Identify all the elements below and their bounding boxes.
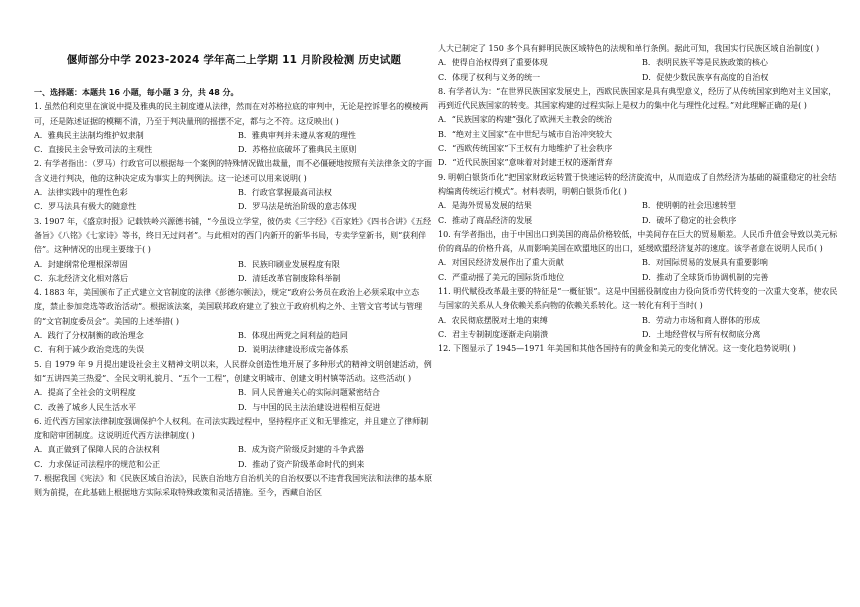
question bbox=[438, 285, 838, 342]
answer-option: B．对国际贸易的发展具有重要影响 bbox=[642, 258, 768, 268]
answer-option: A．“民族国家的构建”强化了欧洲天主教会的统治 bbox=[438, 115, 612, 125]
page-title: 偃师部分中学 2023-2024 学年高二上学期 11 月阶段检测 历史试题 bbox=[66, 54, 402, 66]
answer-option: D．说明法律建设形成完备体系 bbox=[238, 345, 349, 355]
question bbox=[34, 286, 434, 357]
section-heading: 一、选择题：本题共 16 小题，每小题 3 分，共 48 分。 bbox=[34, 88, 239, 97]
option-list bbox=[34, 258, 434, 287]
question bbox=[438, 42, 838, 85]
question bbox=[34, 472, 434, 501]
answer-option: A．法律实践中的理性色彩 bbox=[34, 188, 128, 198]
option-list bbox=[438, 56, 838, 85]
option-list bbox=[438, 113, 838, 170]
question-stem: 人大已制定了 150 多个具有鲜明民族区域特色的法规和单行条例。据此可知，我国实行民族区域自治制度( ) bbox=[438, 44, 820, 53]
question-stem: 6. 近代西方国家法律制度强调保护个人权利。在司法实践过程中，坚持程序正义和无罪推定，并且建立了律师制度和陪审团制度。这说明近代西方法律制度( ) bbox=[34, 416, 429, 441]
question-stem: 7. 根据我国《宪法》和《民族区域自治法》，民族自治地方自治机关的自治权要以不违背我国宪法和法律的基本原则为前提，在此基础上根据地方实际采取特殊政策和灵活措施。至今，西藏自治区 bbox=[34, 474, 433, 498]
answer-option: B．民族印刷业发展程度有限 bbox=[238, 259, 340, 269]
option-list bbox=[34, 129, 434, 158]
question-stem: 2. 有学者指出：（罗马）行政官可以根据每一个案例的特殊情况做出裁量，而不必僵硬地按照有关法律条文的字面含义进行判决，他的这种决定成为事实上的判例法。这一论述可以用来说明( ) bbox=[34, 159, 433, 183]
question-stem: 11. 明代赋役改革最主要的特征是“一概征银”。这是中国摇役制度由力役向货币劳代转变的一次重大变革，使农民与国家的关系从人身依赖关系向物的依赖关系转化。这一转化有利于当时( ) bbox=[438, 287, 838, 311]
answer-option: B．表明民族平等是民族政策的核心 bbox=[642, 58, 768, 68]
answer-option: C．直接民主会导致司法的主观性 bbox=[34, 145, 153, 155]
right-column bbox=[438, 42, 838, 357]
question bbox=[34, 415, 434, 472]
answer-option: C．体现了权利与义务的统一 bbox=[438, 72, 541, 82]
answer-option: C．推动了商品经济的发展 bbox=[438, 215, 533, 225]
option-list bbox=[34, 329, 434, 358]
answer-option: A．真正做到了保障人民的合法权利 bbox=[34, 445, 160, 455]
question bbox=[438, 171, 838, 228]
question bbox=[34, 358, 434, 415]
question bbox=[34, 157, 434, 214]
question-stem: 10. 有学者指出，由于中国出口到美国的商品价格较低，中美间存在巨大的贸易顺差。人民币升值会导致以美元标价的商品的价格升高，从而影响美国在欧盟地区的出口，延缓欧盟经济复苏的速度。该学者意在说明人民币( ) bbox=[438, 229, 838, 254]
answer-option: A．对国民经济发展作出了重大贡献 bbox=[438, 258, 564, 268]
question-stem: 3. 1907 年，《盛京时报》记载铁岭兴源德书铺，“今虽设立学堂，彼仍卖《三字经》《百家姓》《四书合讲》《五经备旨》《八铭》《七家诗》等书，终日无过问者”。与此相对的西门内新开的新华书局，专卖学堂新书，则“获利伴倍”。这种情况的出现主要缘于( ) bbox=[34, 216, 432, 255]
answer-option: C．“西欧传统国家”下王权有力地维护了社会秩序 bbox=[438, 144, 613, 154]
option-list bbox=[438, 199, 838, 228]
answer-option: D．“近代民族国家”意味着对封建王权的逐渐背弃 bbox=[438, 158, 613, 168]
answer-option: B．成为资产阶级反封建的斗争武器 bbox=[238, 445, 364, 455]
answer-option: C．东北经济文化相对落后 bbox=[34, 273, 129, 283]
answer-option: B．体现出两党之间利益的趋同 bbox=[238, 331, 348, 341]
question bbox=[438, 85, 838, 171]
left-column bbox=[34, 50, 434, 501]
question-stem: 1. 虽然伯利克里在演说中提及雅典的民主制度遵从法律，然而在对苏格拉底的审判中，无论是控诉罪名的模棱两可，还是陈述证据的模糊不清，乃至于判决量刑的摇摆不定，都与之不符。这反映出( ) bbox=[34, 102, 429, 126]
answer-option: D．清廷改革官制废除科举制 bbox=[238, 273, 341, 283]
answer-option: D．土地经营权与所有权彻底分离 bbox=[642, 329, 761, 339]
option-list bbox=[438, 256, 838, 285]
answer-option: A．提高了全社会的文明程度 bbox=[34, 388, 136, 398]
answer-option: A．农民彻底摆脱对土地的束缚 bbox=[438, 315, 548, 325]
answer-option: A．封建纲常伦理根深蒂固 bbox=[34, 259, 128, 269]
question bbox=[438, 228, 838, 285]
answer-option: B．使明朝的社会迅速转型 bbox=[642, 201, 736, 211]
answer-option: B．劳动力市场和商人群体的形成 bbox=[642, 315, 760, 325]
question-stem: 4. 1883 年，美国颁布了正式建立文官制度的法律《彭德尔顿法》，规定“政府公务员在政治上必须采取中立态度，禁止参加竞选等政治活动”。根据该法案，美国联邦政府建立了独立于政府机构之外、主管文官考试与管理的“文官制度委员会”。美国的上述举措( ) bbox=[34, 288, 423, 326]
answer-option: B．同人民普遍关心的实际问题紧密结合 bbox=[238, 388, 380, 398]
answer-option: C．有利于减少政治竞选的失误 bbox=[34, 345, 145, 355]
answer-option: D．破坏了稳定的社会秩序 bbox=[642, 215, 737, 225]
answer-option: B．“绝对主义国家”在中世纪与城市自治冲突较大 bbox=[438, 129, 613, 139]
answer-option: D．推动了资产阶级革命时代的到来 bbox=[238, 459, 365, 469]
answer-option: C．君主专制制度逐渐走向崩溃 bbox=[438, 329, 549, 339]
answer-option: D．罗马法是统治阶级的意志体现 bbox=[238, 202, 357, 212]
option-list bbox=[34, 386, 434, 415]
answer-option: A．使得自治权得到了重要体现 bbox=[438, 58, 548, 68]
answer-option: D．与中国的民主法治建设进程相互促进 bbox=[238, 402, 381, 412]
question-stem: 9. 明朝白银货币化“把国家财政运转置于快速运转的经济旋流中，从而造成了自然经济为基础的凝重稳定的社会结构编离传统运行模式”。材料表明，明朝白银货币化( ) bbox=[438, 172, 837, 196]
option-list bbox=[34, 443, 434, 472]
answer-option: B．行政官掌握最高司法权 bbox=[238, 188, 332, 198]
option-list bbox=[438, 314, 838, 343]
question bbox=[34, 100, 434, 157]
answer-option: C．力求保证司法程序的规范和公正 bbox=[34, 459, 161, 469]
answer-option: A．是海外贸易发展的结果 bbox=[438, 201, 532, 211]
answer-option: A．雅典民主法制均维护奴隶制 bbox=[34, 130, 144, 140]
question bbox=[34, 215, 434, 286]
question bbox=[438, 342, 838, 356]
answer-option: C．严重动摇了美元的国际货币地位 bbox=[438, 272, 565, 282]
question-stem: 8. 有学者认为：“在世界民族国家发展史上，西欧民族国家是具有典型意义，经历了从传统国家到绝对主义国家，再到近代民族国家的转变。其国家构建的过程实际上是权力的集中化与理性化过程。”对此理解正确的是( ) bbox=[438, 86, 837, 111]
answer-option: C．罗马法具有极大的随意性 bbox=[34, 202, 137, 212]
question-stem: 12. 下图显示了 1945—1971 年美国和其他各国持有的黄金和美元的变化情况。这一变化趋势说明( ) bbox=[438, 344, 796, 354]
answer-option: D．推动了全球货币协调机制的完善 bbox=[642, 272, 769, 282]
answer-option: C．改善了城乡人民生活水平 bbox=[34, 402, 137, 412]
answer-option: A．践行了分权制衡的政治理念 bbox=[34, 331, 144, 341]
option-list bbox=[34, 186, 434, 215]
answer-option: B．雅典审判并未遵从客观的理性 bbox=[238, 130, 356, 140]
question-stem: 5. 自 1979 年 9 月提出建设社会主义精神文明以来，人民群众创造性地开展了多种形式的精神文明创建活动，例如“五讲四美三热爱”、全民文明礼貌月、“五个一工程”，创建文明城市、创建文明村镇等活动。这些活动( ) bbox=[34, 359, 432, 383]
answer-option: D．苏格拉底破坏了雅典民主原则 bbox=[238, 145, 357, 155]
answer-option: D．促使少数民族享有高度的自治权 bbox=[642, 72, 769, 82]
